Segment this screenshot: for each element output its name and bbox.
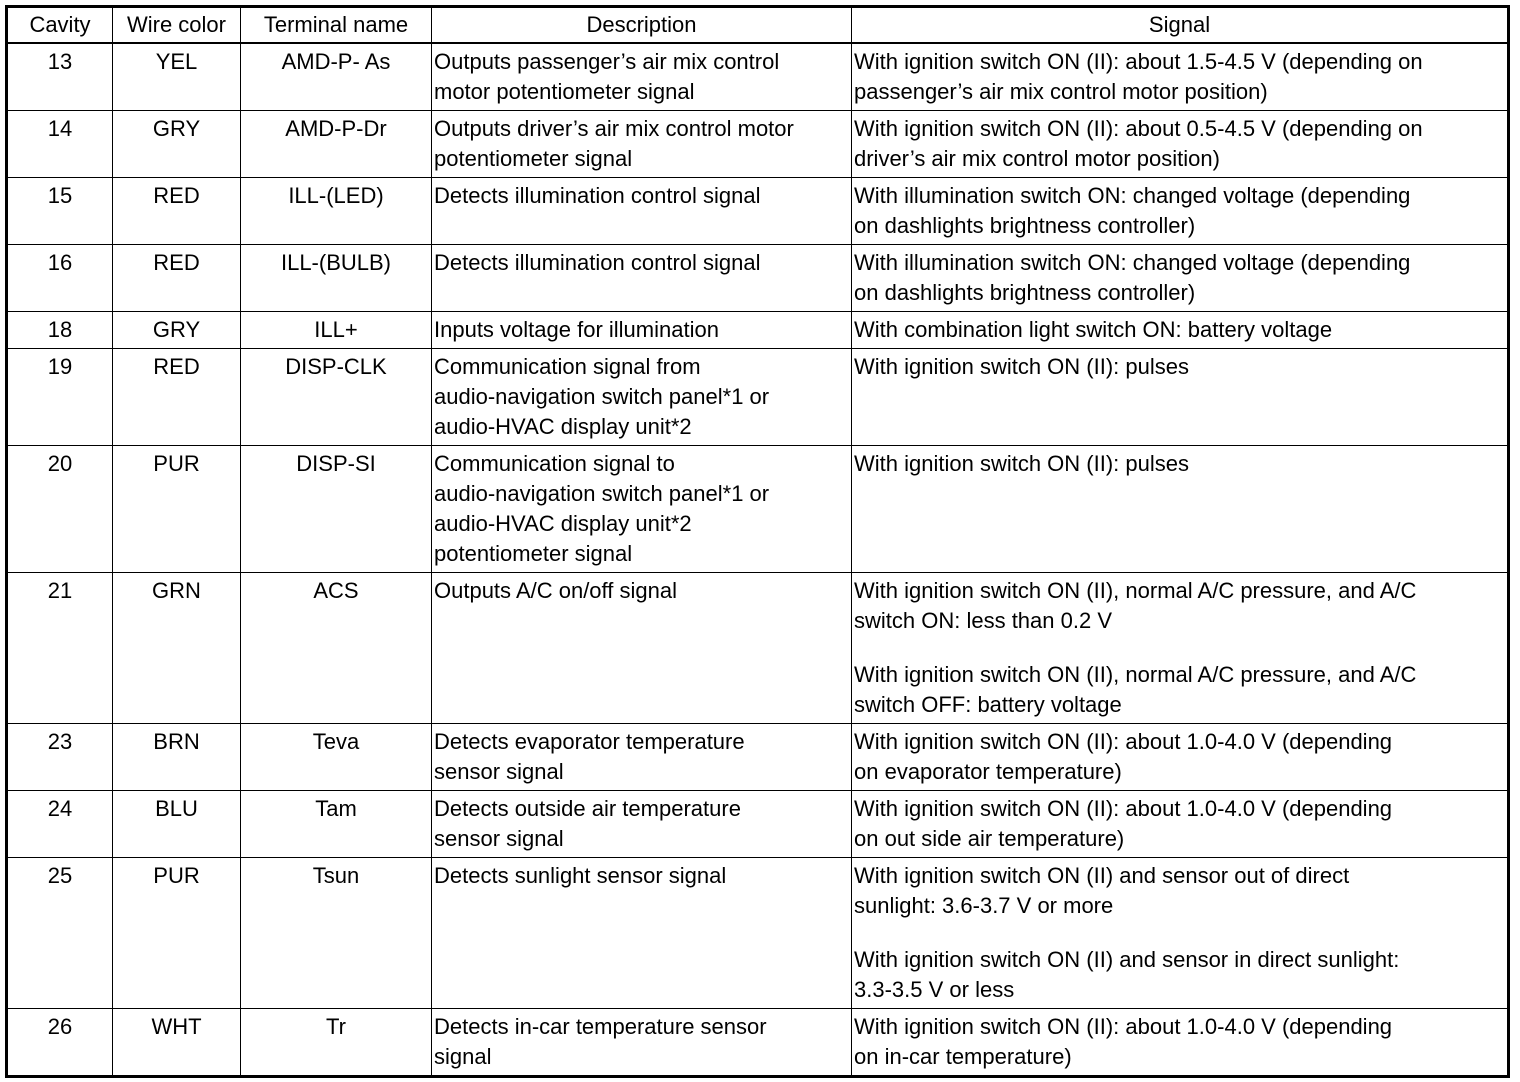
signal-cell [852,43,1509,111]
signal-line: passenger’s air mix control motor position) [854,79,1268,104]
table-row [7,312,1509,349]
signal-line: With ignition switch ON (II): pulses [854,451,1189,476]
signal-line: 3.3-3.5 V or less [854,977,1015,1002]
signal-line: switch OFF: battery voltage [854,692,1122,717]
description-line: audio-navigation switch panel*1 or [434,384,770,409]
signal-paragraph [854,576,1505,636]
description-cell [432,1009,852,1077]
table-header [7,7,1509,44]
cavity-cell: 23 [7,724,113,791]
description-line: audio-HVAC display unit*2 [434,414,692,439]
description-line: signal [434,1044,492,1069]
terminal-name-cell: ILL-(BULB) [241,245,432,312]
description-line: sensor signal [434,826,564,851]
wire-color-cell: WHT [113,1009,241,1077]
signal-cell [852,312,1509,349]
signal-line: With ignition switch ON (II): about 1.5-4.5 V (depending on [854,49,1423,74]
signal-paragraph [854,114,1505,174]
cavity-cell: 25 [7,858,113,1009]
signal-paragraph [854,47,1505,107]
terminal-name-cell: Teva [241,724,432,791]
terminal-name-cell: Tam [241,791,432,858]
terminal-name-cell: AMD-P- As [241,43,432,111]
description-line: audio-HVAC display unit*2 [434,511,692,536]
signal-paragraph [854,660,1505,720]
wire-color-cell: RED [113,349,241,446]
description-line: sensor signal [434,759,564,784]
signal-line: With ignition switch ON (II), normal A/C pressure, and A/C [854,578,1417,603]
signal-line: on out side air temperature) [854,826,1125,851]
signal-line: on dashlights brightness controller) [854,280,1196,305]
terminal-name-cell: Tr [241,1009,432,1077]
terminal-name-cell: DISP-CLK [241,349,432,446]
cavity-cell: 18 [7,312,113,349]
description-line: potentiometer signal [434,146,633,171]
signal-line: With illumination switch ON: changed voltage (depending [854,250,1411,275]
description-cell [432,724,852,791]
terminal-name-cell: DISP-SI [241,446,432,573]
signal-line: on dashlights brightness controller) [854,213,1196,238]
wire-color-cell: RED [113,245,241,312]
signal-line: on in-car temperature) [854,1044,1072,1069]
signal-line: With ignition switch ON (II), normal A/C pressure, and A/C [854,662,1417,687]
wire-color-cell: GRN [113,573,241,724]
cavity-cell: 26 [7,1009,113,1077]
description-line: motor potentiometer signal [434,79,695,104]
table-row [7,245,1509,312]
signal-paragraph [854,315,1505,345]
header-row [7,7,1509,44]
description-cell [432,349,852,446]
pinout-table [5,5,1510,1078]
table-body [7,43,1509,1077]
table-row [7,791,1509,858]
description-cell [432,178,852,245]
description-line: Inputs voltage for illumination [434,317,719,342]
signal-paragraph [854,449,1505,479]
signal-paragraph [854,794,1505,854]
wire-color-cell: GRY [113,111,241,178]
terminal-name-cell: AMD-P-Dr [241,111,432,178]
signal-line: sunlight: 3.6-3.7 V or more [854,893,1114,918]
description-cell [432,573,852,724]
signal-cell [852,724,1509,791]
signal-line: With combination light switch ON: battery voltage [854,317,1333,342]
description-cell [432,312,852,349]
table-row [7,178,1509,245]
description-line: potentiometer signal [434,541,633,566]
header-description: Description [432,7,852,44]
table-row [7,446,1509,573]
description-cell [432,446,852,573]
table-row [7,724,1509,791]
signal-cell [852,573,1509,724]
description-line: Outputs passenger’s air mix control [434,49,780,74]
terminal-name-cell: ACS [241,573,432,724]
description-line: Outputs A/C on/off signal [434,578,677,603]
description-line: Detects evaporator temperature [434,729,745,754]
signal-line: With ignition switch ON (II): about 1.0-4.0 V (depending [854,1014,1393,1039]
table-row [7,43,1509,111]
signal-line: With ignition switch ON (II) and sensor in direct sunlight: [854,947,1400,972]
signal-paragraph [854,352,1505,382]
description-cell [432,111,852,178]
cavity-cell: 13 [7,43,113,111]
signal-cell [852,446,1509,573]
signal-line: With illumination switch ON: changed voltage (depending [854,183,1411,208]
cavity-cell: 20 [7,446,113,573]
description-line: Detects illumination control signal [434,250,761,275]
terminal-name-cell: ILL+ [241,312,432,349]
signal-line: With ignition switch ON (II): about 1.0-4.0 V (depending [854,796,1393,821]
wire-color-cell: PUR [113,446,241,573]
description-line: Detects in-car temperature sensor [434,1014,767,1039]
header-terminal-name: Terminal name [241,7,432,44]
wire-color-cell: PUR [113,858,241,1009]
table-row [7,111,1509,178]
wire-color-cell: BLU [113,791,241,858]
cavity-cell: 24 [7,791,113,858]
signal-paragraph [854,248,1505,308]
signal-cell [852,1009,1509,1077]
signal-cell [852,349,1509,446]
signal-line: switch ON: less than 0.2 V [854,608,1112,633]
description-line: audio-navigation switch panel*1 or [434,481,770,506]
description-line: Detects illumination control signal [434,183,761,208]
signal-paragraph [854,727,1505,787]
description-line: Outputs driver’s air mix control motor [434,116,794,141]
signal-paragraph [854,945,1505,1005]
table-row [7,1009,1509,1077]
signal-line: on evaporator temperature) [854,759,1122,784]
table-row [7,349,1509,446]
cavity-cell: 16 [7,245,113,312]
cavity-cell: 21 [7,573,113,724]
terminal-name-cell: ILL-(LED) [241,178,432,245]
description-line: Detects sunlight sensor signal [434,863,727,888]
description-cell [432,858,852,1009]
description-cell [432,245,852,312]
description-line: Communication signal to [434,451,675,476]
signal-cell [852,858,1509,1009]
table-row [7,573,1509,724]
cavity-cell: 14 [7,111,113,178]
signal-cell [852,245,1509,312]
description-cell [432,791,852,858]
signal-cell [852,111,1509,178]
signal-cell [852,178,1509,245]
cavity-cell: 15 [7,178,113,245]
wire-color-cell: RED [113,178,241,245]
wire-color-cell: YEL [113,43,241,111]
signal-line: With ignition switch ON (II): about 1.0-4.0 V (depending [854,729,1393,754]
description-cell [432,43,852,111]
signal-line: With ignition switch ON (II) and sensor out of direct [854,863,1350,888]
signal-line: driver’s air mix control motor position) [854,146,1220,171]
signal-paragraph [854,1012,1505,1072]
signal-paragraph [854,861,1505,921]
signal-line: With ignition switch ON (II): about 0.5-4.5 V (depending on [854,116,1423,141]
signal-line: With ignition switch ON (II): pulses [854,354,1189,379]
description-line: Detects outside air temperature [434,796,741,821]
header-wire-color: Wire color [113,7,241,44]
terminal-name-cell: Tsun [241,858,432,1009]
table-row [7,858,1509,1009]
wire-color-cell: GRY [113,312,241,349]
cavity-cell: 19 [7,349,113,446]
signal-paragraph [854,181,1505,241]
header-cavity: Cavity [7,7,113,44]
wire-color-cell: BRN [113,724,241,791]
header-signal: Signal [852,7,1509,44]
description-line: Communication signal from [434,354,701,379]
signal-cell [852,791,1509,858]
